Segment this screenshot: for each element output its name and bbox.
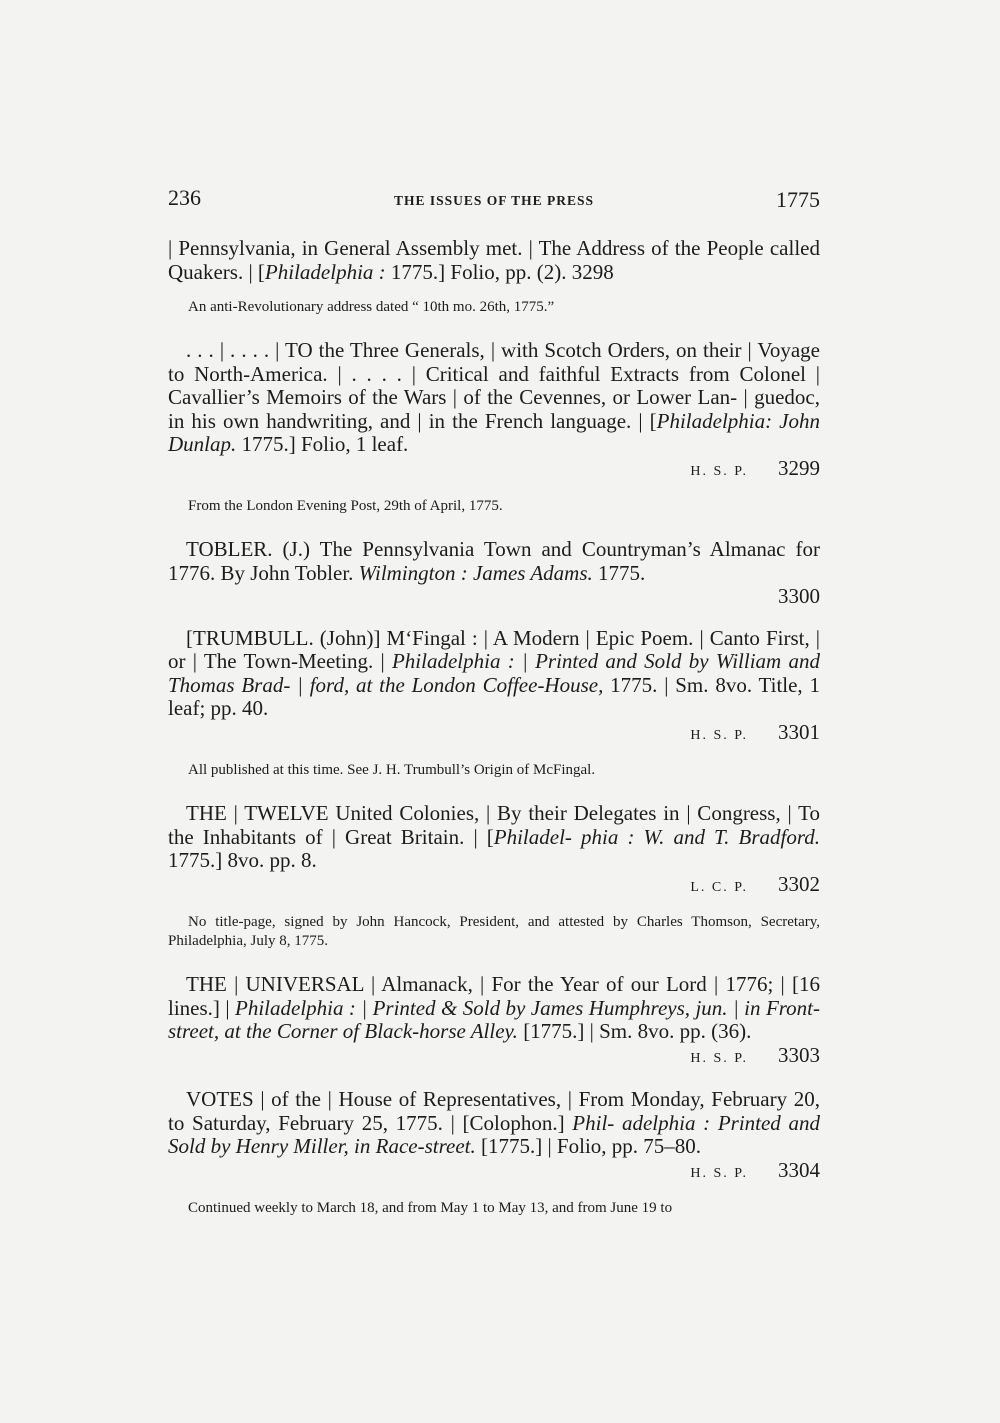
- entry-locator: [168, 721, 820, 748]
- running-title: THE ISSUES OF THE PRESS: [393, 193, 595, 208]
- header-year: 1775: [776, 187, 820, 212]
- entry-3303: [168, 973, 820, 1070]
- entry-3304: [168, 1088, 820, 1218]
- entry-text: THE | TWELVE United Colonies, | By their Delegates in | Congress, | To the Inhabitants of | Great Britain. | [Philadel- phia : W. and T. Bradford. 1775.] 8vo. pp. 8.: [168, 801, 820, 872]
- entry-number: 3303: [778, 1042, 820, 1067]
- entry-locator: [168, 1044, 820, 1071]
- entry-note: Continued weekly to March 18, and from May 1 to May 13, and from June 19 to: [188, 1200, 673, 1216]
- entry-number: 3299: [778, 455, 820, 480]
- entry-3302: [168, 802, 820, 951]
- entry-locator: [168, 457, 820, 484]
- library-code: H. S. P.: [690, 727, 748, 743]
- entry-3301: [168, 627, 820, 781]
- entry-locator: [168, 1159, 820, 1186]
- entry-3300: [168, 538, 820, 609]
- entry-text: . . . | . . . . | TO the Three Generals, | with Scotch Orders, on their | Voyage to North-America. | . . . . | Critical and faithful Extracts from Colonel | Cavallier’s Memoirs of the Wars | of the Cevennes, or Lower Lan- | guedoc, in his own handwriting, and | in the French language. | [Philadelphia: John Dunlap. 1775.] Folio, 1 leaf.: [168, 338, 820, 456]
- library-code: H. S. P.: [690, 463, 748, 479]
- library-code: L. C. P.: [690, 879, 748, 895]
- entry-note: No title-page, signed by John Hancock, President, and attested by Charles Thomson, Secretary, Philadelphia, July 8, 1775.: [168, 914, 820, 949]
- entry-3299: [168, 339, 820, 516]
- entry-text: VOTES | of the | House of Representatives, | From Monday, February 20, to Saturday, February 25, 1775. | [Colophon.] Phil- adelphia : Printed and Sold by Henry Miller, in Race-street. [1775.] | Folio, pp. 75–80.: [168, 1087, 820, 1158]
- entry-number: 3300: [778, 584, 820, 608]
- entry-note: An anti-Revolutionary address dated “ 10th mo. 26th, 1775.”: [188, 299, 555, 315]
- library-code: H. S. P.: [690, 1050, 748, 1066]
- entry-number: 3304: [778, 1157, 820, 1182]
- entry-locator: [168, 873, 820, 900]
- entry-3298: [168, 237, 820, 317]
- entry-text: THE | UNIVERSAL | Almanack, | For the Year of our Lord | 1776; | [16 lines.] | Philadelphia : | Printed & Sold by James Humphreys, jun. | in Front-street, at the Corner of Black-horse Alley. [1775.] | Sm. 8vo. pp. (36).: [168, 972, 821, 1043]
- entry-text: [TRUMBULL. (John)] M‘Fingal : | A Modern | Epic Poem. | Canto First, | or | The Town-Meeting. | Philadelphia : | Printed and Sold by William and Thomas Brad- | ford, at the London Coffee-House, 1775. | Sm. 8vo. Title, 1 leaf; pp. 40.: [168, 625, 820, 720]
- library-code: H. S. P.: [690, 1165, 748, 1181]
- running-header: [168, 185, 820, 221]
- entry-text: | Pennsylvania, in General Assembly met. | The Address of the People called Quakers. | [Philadelphia : 1775.] Folio, pp. (2). 3298: [168, 236, 820, 284]
- entry-locator: [168, 585, 820, 609]
- entry-number: 3302: [778, 871, 820, 896]
- entry-number: 3301: [778, 719, 820, 744]
- entry-text: TOBLER. (J.) The Pennsylvania Town and Countryman’s Almanac for 1776. By John Tobler. Wilmington : James Adams. 1775.: [168, 537, 820, 585]
- page-number: 236: [168, 185, 201, 210]
- bibliography-entries: [168, 237, 820, 1218]
- entry-note: All published at this time. See J. H. Trumbull’s Origin of McFingal.: [188, 762, 596, 778]
- entry-note: From the London Evening Post, 29th of April, 1775.: [188, 498, 503, 514]
